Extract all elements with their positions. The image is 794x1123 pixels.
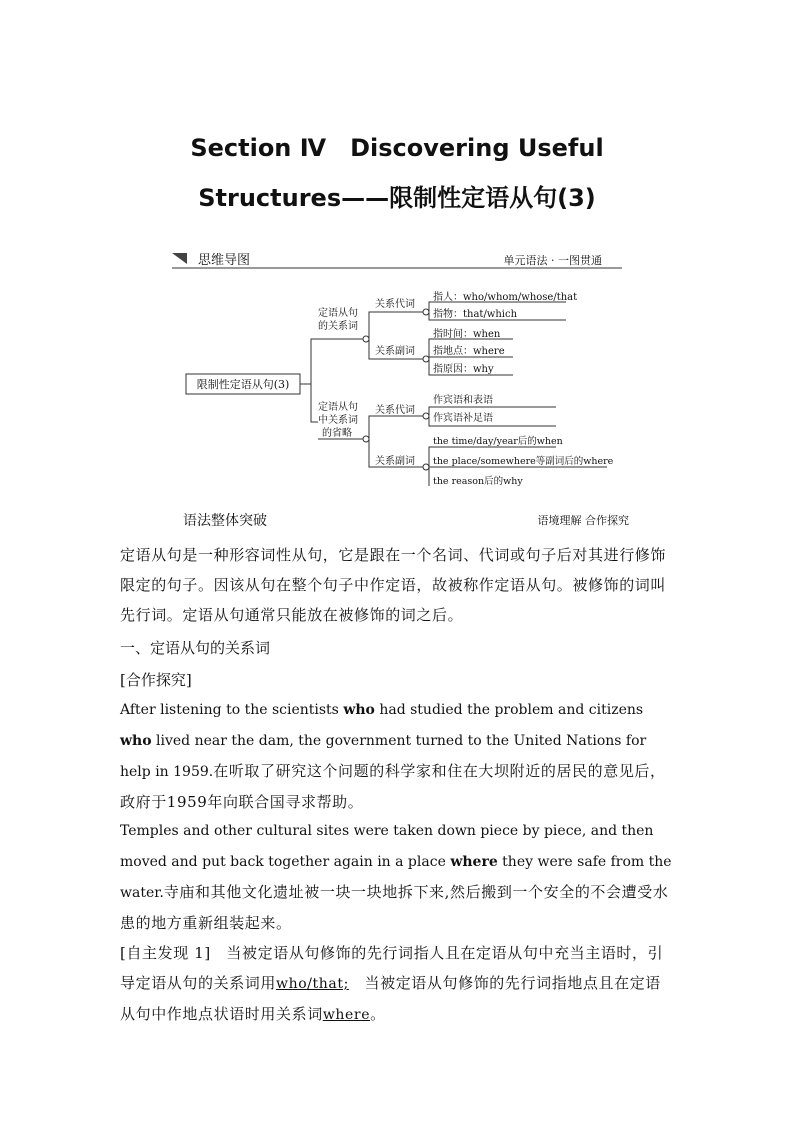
branch2-line1: 定语从句	[318, 402, 358, 413]
self-discovery-1	[120, 938, 675, 1030]
section-bar-right: 语境理解 合作探究	[537, 514, 629, 527]
example-1-en-c: had studied the problem and citizens	[374, 702, 644, 718]
example-1-cn: 在听取了研究这个问题的科学家和住在大坝附近的居民的意见后，政府于1959年向联合国寻求帮助。	[120, 762, 666, 811]
answer-blank-1: who/that;	[276, 976, 349, 992]
mindmap-header-left: 思维导图	[198, 253, 251, 268]
self-discovery-text-a: 当被定语从句修饰的先行词指人且在定语从句中充当主语时，引导定语从句的关系词用	[120, 944, 664, 992]
example-1-en-a: After listening to the scientists	[120, 702, 344, 718]
b2-adv-item2: the place/somewhere等副词后的where	[433, 456, 614, 467]
keyword-who-2: who	[120, 733, 152, 749]
b2-adv-item1: the time/day/year后的when	[433, 436, 563, 447]
example-2	[120, 815, 675, 938]
tag-cooperative-explore: [合作探究]	[120, 671, 192, 689]
b1-adv-item1: 指时间：when	[433, 329, 501, 340]
self-discovery-text-c: 。	[370, 1005, 386, 1023]
example-2-en-c: they were safe from the water.	[120, 854, 672, 901]
branch2-line3: 的省略	[322, 428, 352, 439]
b1-adv-item2: 指地点：where	[433, 346, 505, 357]
mindmap-header-right: 单元语法 · 一图贯通	[503, 254, 602, 267]
intro-paragraph: 定语从句是一种形容词性从句，它是跟在一个名词、代词或句子后对其进行修饰限定的句子。因该从句在整个句子中作定语，故被称作定语从句。被修饰的词叫先行词。定语从句通常只能放在被修饰的词之后。	[120, 546, 667, 624]
b2-adv-label: 关系副词	[375, 456, 415, 467]
self-discovery-tag: [自主发现 1]	[120, 944, 211, 962]
branch1-line2: 的关系词	[318, 321, 358, 332]
heading-relative-words: 一、定语从句的关系词	[120, 639, 271, 657]
mindmap-root-label: 限制性定语从句(3)	[196, 378, 290, 391]
example-1-en-d: lived near the dam, the government turned to the United Nations for help in 1959.	[120, 733, 647, 780]
b1-pron-item1: 指人：who/whom/whose/that	[433, 292, 578, 303]
branch2-line2: 中关系词	[318, 415, 358, 426]
keyword-who-1: who	[343, 702, 375, 718]
grammar-mindmap	[170, 246, 630, 486]
b2-pron-label: 关系代词	[375, 405, 415, 416]
b1-pron-label: 关系代词	[375, 299, 415, 310]
page-title-line1: Section Ⅳ Discovering Useful	[190, 134, 604, 162]
section-bar-left: 语法整体突破	[183, 513, 267, 529]
branch1-line1: 定语从句	[318, 308, 358, 319]
self-discovery-text-b: 当被定语从句修饰的先行词指地点且在定语从句中作地点状语时用关系词	[120, 974, 661, 1023]
b1-adv-item3: 指原因：why	[433, 364, 494, 375]
b1-adv-label: 关系副词	[375, 346, 415, 357]
b2-adv-item3: the reason后的why	[433, 476, 523, 486]
header-triangle-icon	[172, 253, 187, 264]
page-title-line2: Structures——限制性定语从句(3)	[198, 184, 596, 212]
b2-pron-item1: 作宾语和表语	[433, 395, 493, 406]
example-2-en-a: Temples and other cultural sites were taken down piece by piece, and then moved and put back together again in a place	[120, 823, 654, 870]
b2-pron-item2: 作宾语补足语	[433, 413, 493, 424]
b1-pron-item2: 指物：that/which	[433, 309, 518, 320]
answer-blank-2: where	[322, 1007, 371, 1023]
keyword-where: where	[450, 854, 498, 870]
example-2-cn: 寺庙和其他文化遗址被一块一块地拆下来,然后搬到一个安全的不会遭受水患的地方重新组装起来。	[120, 883, 669, 932]
example-1	[120, 694, 675, 817]
section-bar	[175, 508, 633, 528]
